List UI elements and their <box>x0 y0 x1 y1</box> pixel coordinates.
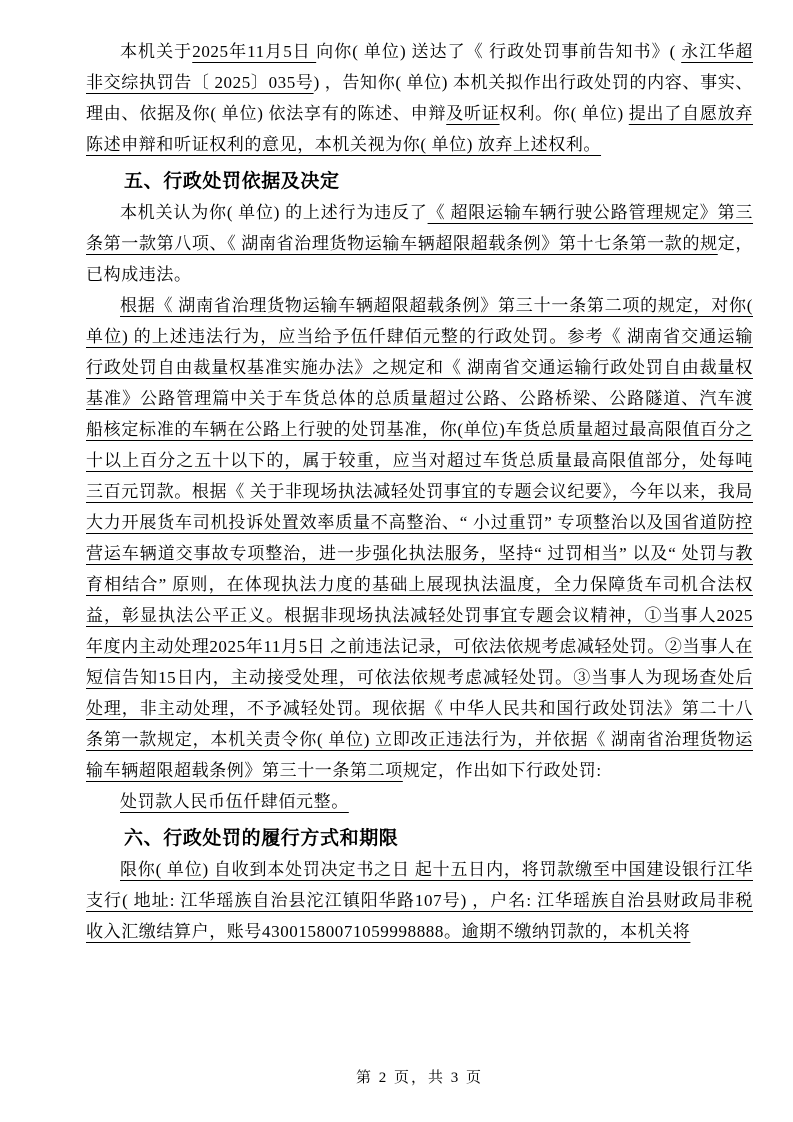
paragraph <box>86 786 753 817</box>
text-run: 规定，作出如下行政处罚: <box>402 761 602 780</box>
paragraph <box>86 197 753 290</box>
paragraph <box>86 290 753 786</box>
text-run: 本机关认为你( 单位) 的上述行为违反了 <box>120 203 428 222</box>
text-run: 本机关于 <box>120 42 193 61</box>
underlined-text-run: 永江华超非交综执罚告〔 2025〕035号 <box>86 42 753 92</box>
paragraph <box>86 854 753 947</box>
text-run: 权利。你( 单位) <box>499 104 629 123</box>
underlined-text-run: 2025年11月5日 <box>192 42 317 61</box>
page-number-footer: 第 2 页，共 3 页 <box>355 1070 483 1086</box>
text-run: 向你( 单位) 送达了《 行政处罚事前告知书》( <box>316 42 682 61</box>
text-run: 六、行政处罚的履行方式和期限 <box>124 828 399 849</box>
underlined-text-run: 限你( 单位) 自收到本处罚决定书之日 起十五日内，将罚款缴至中国建设银行江华支行( 地址: 江华瑶族自治县沱江镇阳华路107号) ，户名: 江华瑶族自治县财政局非税收入汇缴结算户，账号43001580071059998888。逾期不缴纳罚款的，本机关将 <box>86 860 753 941</box>
underlined-text-run: 《 超限运输车辆行驶公路管理规定》第三条第一款第八项、《 湖南省治理货物运输车辆超限超载条例》第十七条第一款的规 <box>86 203 754 253</box>
section-heading <box>86 166 753 197</box>
paragraph <box>86 36 753 160</box>
text-run: ) ，告知你( 单位) 本机关拟作出行政处罚的内容、事实、理由、依据及你( 单位) 依法享有的陈述、申辩 <box>86 73 753 123</box>
section-heading <box>86 823 753 854</box>
text-run: 五、行政处罚依据及决定 <box>124 171 340 192</box>
text-run: 定，已构成违法。 <box>86 234 753 284</box>
underlined-text-run: 处罚款人民币伍仟肆佰元整。 <box>120 792 349 811</box>
document-body <box>86 36 753 947</box>
underlined-text-run: 根据《 湖南省治理货物运输车辆超限超载条例》第三十一条第二项的规定，对你( 单位) 的上述违法行为，应当给予伍仟肆佰元整的行政处罚。参考《 湖南省交通运输行政处罚自由裁量权基准实施办法》之规定和《 湖南省交通运输行政处罚自由裁量权基准》公路管理篇中关于车货总体的总质量超过公路、公路桥梁、公路隧道、汽车渡船核定标准的车辆在公路上行驶的处罚基准，你(单位)车货总质量超过最高限值百分之十以上百分之五十以下的，属于较重，应当对超过车货总质量最高限值部分，处每吨三百元罚款。根据《 关于非现场执法减轻处罚事宜的专题会议纪要》，今年以来，我局大力开展货车司机投诉处置效率质量不高整治、“ 小过重罚” 专项整治以及国省道防控营运车辆道交事故专项整治，进一步强化执法服务，坚持“ 过罚相当” 以及“ 处罚与教育相结合” 原则，在体现执法力度的基础上展现执法温度，全力保障货车司机合法权益，彰显执法公平正义。根据非现场执法减轻处罚事宜专题会议精神，①当事人2025年度内主动处理2025年11月5日 之前违法记录，可依法依规考虑减轻处罚。②当事人在短信告知15日内，主动接受处理，可依法依规考虑减轻处罚。③当事人为现场查处后处理，非主动处理，不予减轻处罚。现依据《 中华人民共和国行政处罚法》第二十八条第一款规定，本机关责令你( 单位) 立即改正违法行为，并依据《 湖南省治理货物运输车辆超限超载条例》第三十一条第二项 <box>86 296 753 780</box>
underlined-text-run: 提出了自愿放弃陈述申辩和听证权利的意见，本机关视为你( 单位) 放弃上述权利。 <box>86 104 753 154</box>
underlined-text-run: 及听证 <box>446 104 500 123</box>
